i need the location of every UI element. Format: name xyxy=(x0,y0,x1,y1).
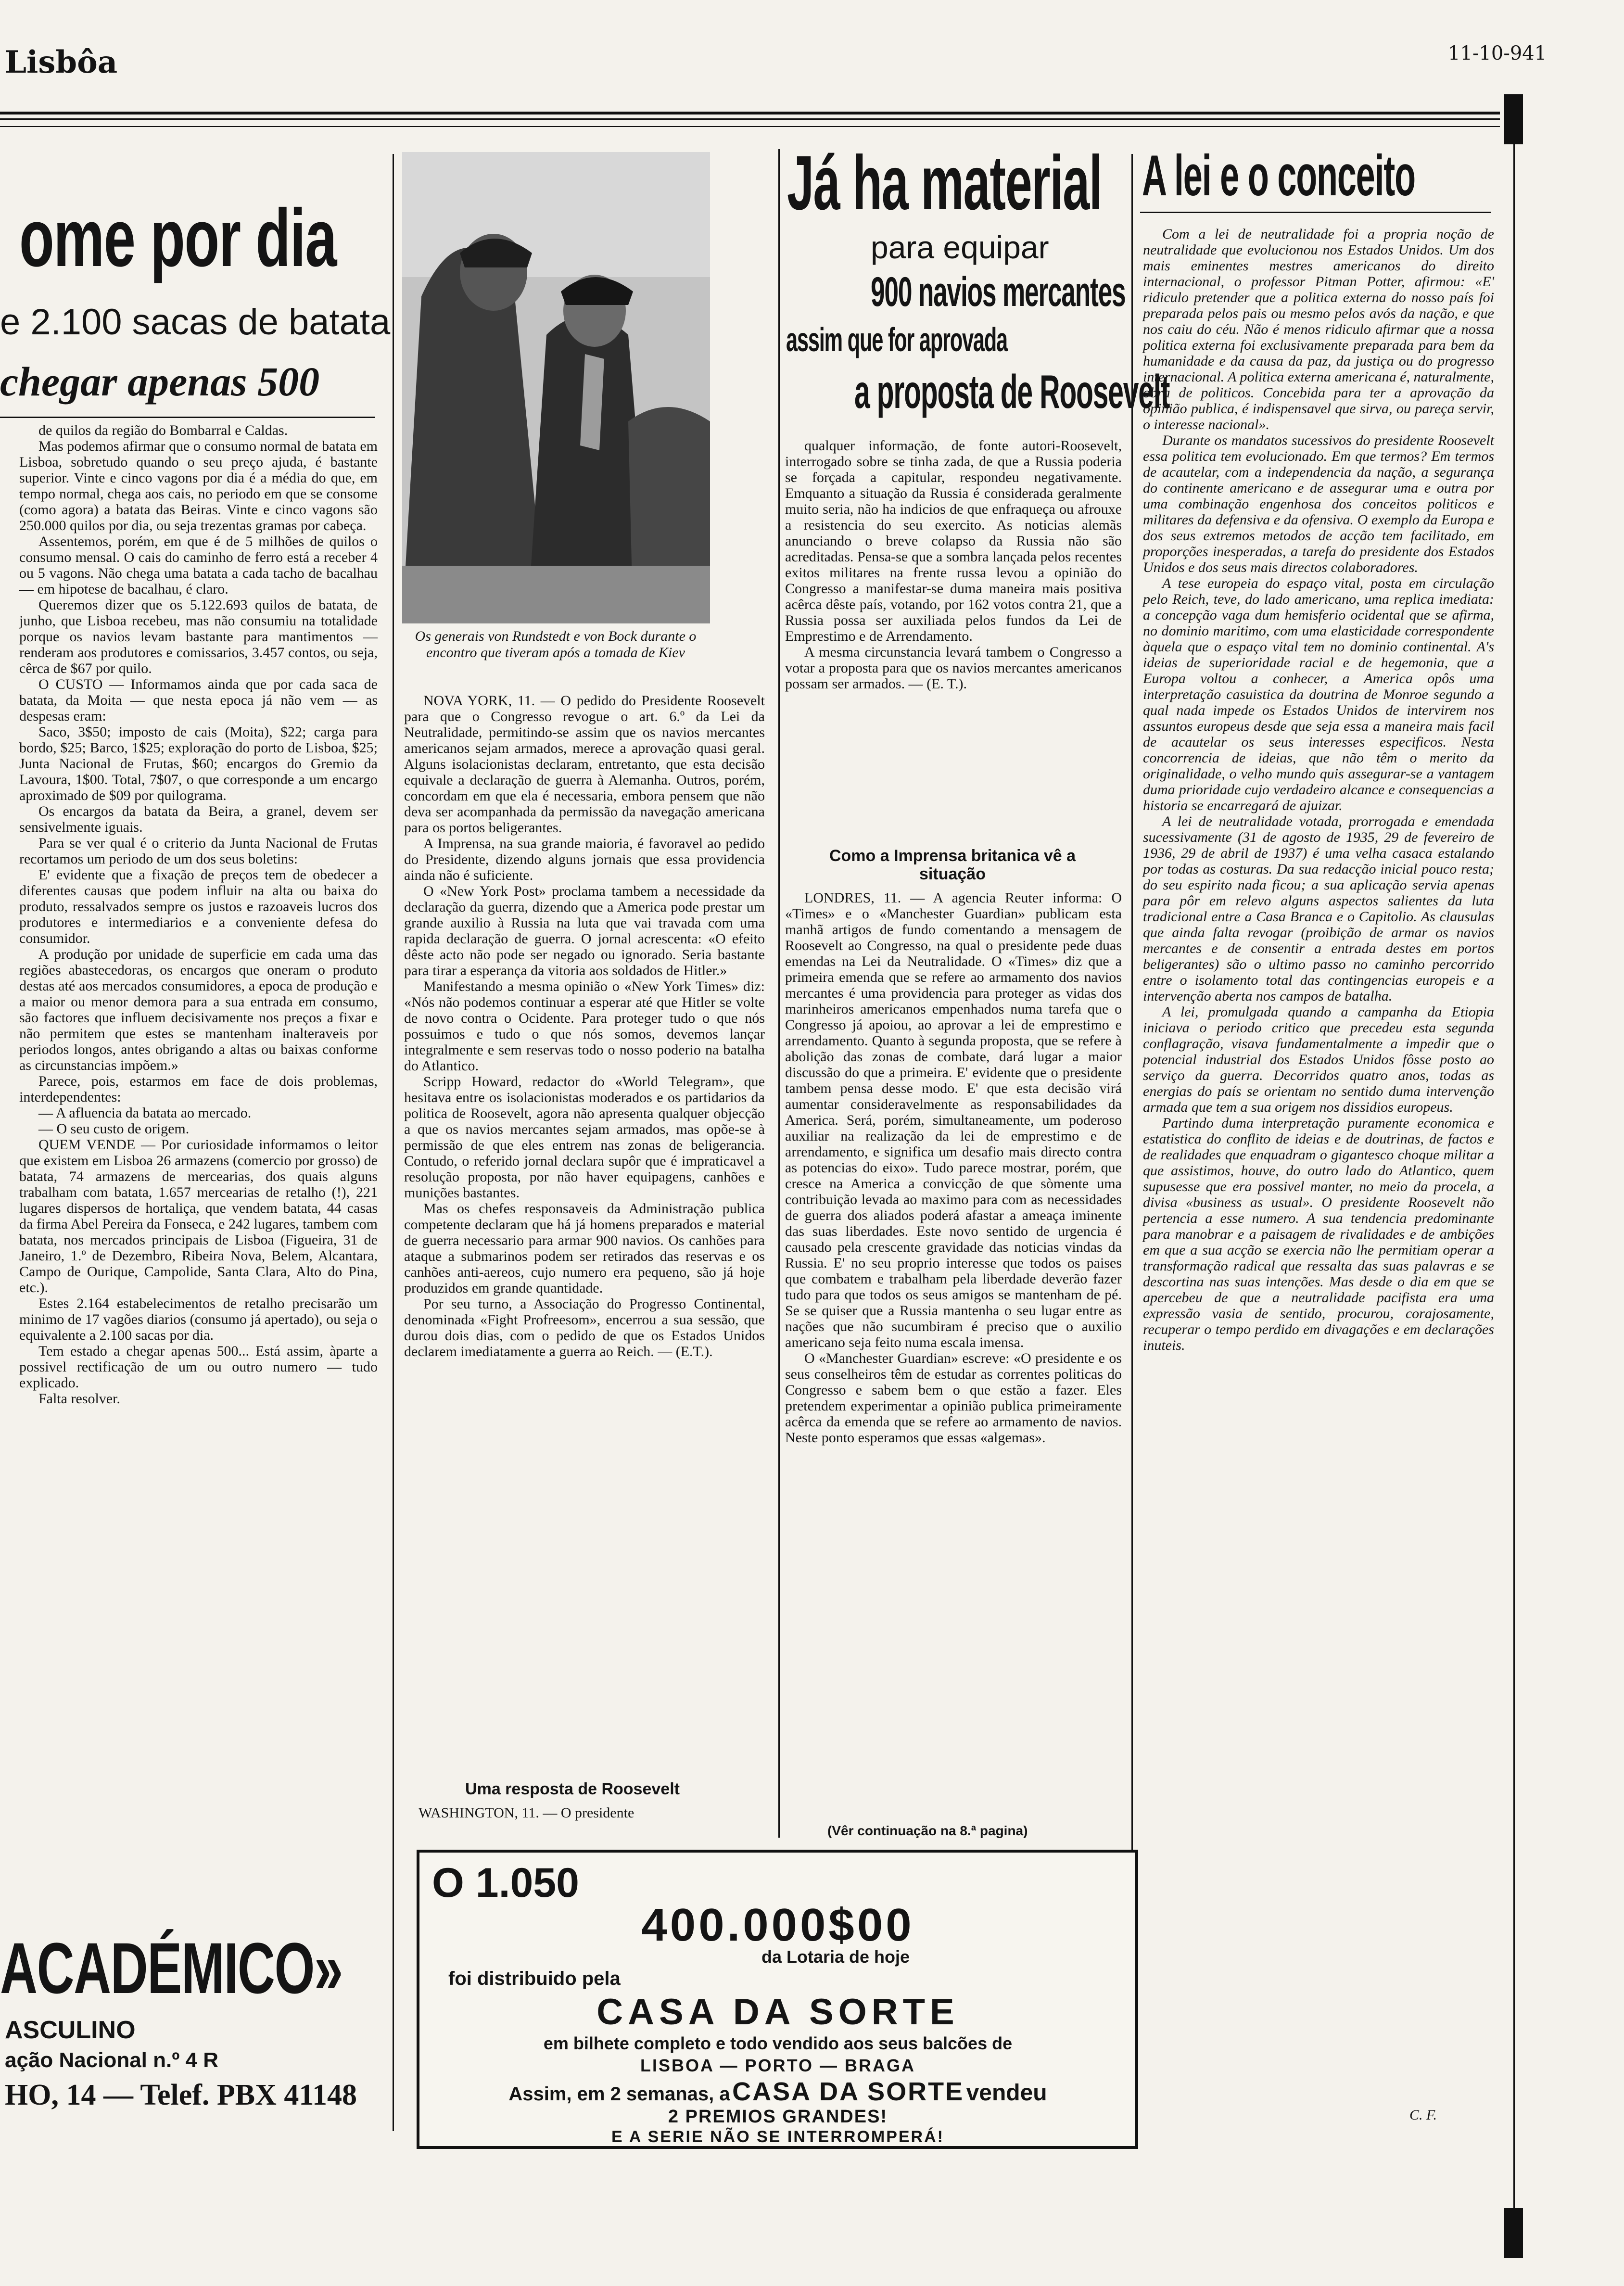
header-rule-thin-2 xyxy=(0,126,1500,127)
right-edge-line xyxy=(1513,144,1515,2208)
middle-paragraph: O «New York Post» proclama tambem a necessidade da declaração da guerra, dizendo que a America pode prestar um grande auxilio à Russia na luta que vai travada com uma rapida declaração de guerra. O jornal acrescenta: «O efeito dêste acto não pode ser negado ou ignorado. Seria bastante para tirar a esperança da vitoria aos soldados de Hitler.» xyxy=(404,883,765,978)
ad-amount: 400.000$00 xyxy=(641,1899,914,1951)
right-paragraph: Partindo duma interpretação puramente economica e estatistica do conflito de ideias e de doutrinas, de factos e de realidades que enquadram o gigantesco choque militar a que assistimos, houve, do outro lado do Atlantico, quem supusesse que era possivel manter, no meio da procela, a divisa «business as usual». O presidente Roosevelt não pertencia a esse numero. A sua tendencia predominante para manobrar e a paisagem de rivalidades e de ambições em que a sua acção se exercia não lhe permitiam operar a transformação radical que ressalta das suas palavras e se descortina nas suas intenções. Mas desde o dia em que se apercebeu de que a neutralidade pacifista era uma expressão vasia de sentido, procurou, corajosamente, recuperar o tempo perdido em divagações e em declarações inuteis. xyxy=(1143,1115,1494,1353)
ad-casa: CASA DA SORTE xyxy=(596,1992,959,2032)
right-headline: A lei e o conceito xyxy=(1142,143,1415,208)
middle-paragraph: A Imprensa, na sua grande maioria, é favoravel ao pedido do Presidente, dizendo alguns jornais que essa providencia ainda não é suficiente. xyxy=(404,836,765,883)
middle-article-col-b2 xyxy=(785,890,1122,1814)
middle-paragraph: LONDRES, 11. — A agencia Reuter informa: O «Times» e o «Manchester Guardian» publicam esta manhã artigos de fundo comentando a mensagem de Roosevelt ao Congresso, na qual o presidente pede duas emendas na Lei da Neutralidade. O «Times» diz que a primeira emenda que se refere ao armamento dos navios mercantes é uma providencia para proteger as vidas dos marinheiros americanos empenhados numa tarefa que o Congresso já apoiou, ao aprovar a lei de emprestimo e arrendamento. Quanto à segunda proposta, que se refere à abolição das zonas de combate, dará lugar a maior discussão do que a primeira. E' evidente que o presidente tambem pensa desse modo. E' que esta decisão virá aumentar consideravelmente as responsabilidades da America. Será, porém, simultaneamente, um poderoso auxiliar na realização da lei de emprestimo e de arrendamento, e significa um desafio mais directo contra as potencias do eixo». Tudo parece mostrar, porém, que cresce na America a convicção de que sòmente uma contribuição levada ao maximo para com as necessidades de guerra dos aliados poderá afastar a ameaça iminente das suas liberdades. Este novo sentido de urgencia é causado pela crescente gravidade das noticias vindas da Russia. E' no seu proprio interesse que todos os paises que combatem e trabalham pela liberdade deverão fazer tudo para que todos os seus amigos se mantenham de pé. Se se quiser que a Russia mantenha o seu lugar entre as nações que não sucumbiram é preciso que o auxilio americano seja feito numa escala imensa. xyxy=(785,890,1122,1350)
generals-photo xyxy=(402,152,710,623)
ad-bilhete: em bilhete completo e todo vendido aos seus balcões de xyxy=(543,2033,1013,2053)
middle-paragraph: Manifestando a mesma opinião o «New York Times» diz: «Nós não podemos continuar a esperar até que Hitler se volte de novo contra o Ocidente. Para proteger tudo o que nós possuimos e tudo o que nós somos, devemos lançar integralmente e sem reservas todo o nosso poderio na batalha do Atlantico. xyxy=(404,978,765,1074)
divider-1 xyxy=(393,154,394,2131)
right-edge-bar-top xyxy=(1504,94,1523,144)
roosevelt-subhead: Uma resposta de Roosevelt xyxy=(465,1780,680,1798)
right-paragraph: Com a lei de neutralidade foi a propria noção de neutralidade que evolucionou nos Estados Unidos. Um dos mais eminentes mestres americanos do direito internacional, o professor Pitman Potter, afirmou: «E' ridiculo pretender que a politica externa do nosso país foi preparada pelos pais ou mesmo pelos avós da nação, e que nos caiu do céu. Não é menos ridiculo afirmar que a nossa politica externa foi exclusivamente preparada para bem da humanidade e da causa da paz, da justiça ou do progresso internacional. A politica externa americana é, naturalmente, obra de politicos. Concebida para ter a aprovação da opinião publica, é indispensavel que sirva, ou pareça servir, o interesse nacional». xyxy=(1143,226,1494,432)
left-paragraph: Queremos dizer que os 5.122.693 quilos de batata, de junho, que Lisboa recebeu, mas não consumiu na totalidade porque os navios levam bastante para mantimentos — renderam aos produtores e comissarios, 3.457 contos, ou seja, cêrca de $67 por quilo. xyxy=(19,597,378,676)
ad-cities: LISBOA — PORTO — BRAGA xyxy=(640,2056,916,2075)
middle-paragraph: qualquer informação, de fonte autori-Roosevelt, interrogado sobre se tinha zada, de que a Russia poderia se forçada a capitular, respondeu negativamente. Emquanto a situação da Russia é considerada geralmente muito seria, não ha indicios de que enfraqueça ou afrouxe a resistencia do seu exercito. As noticias alemãs anunciando o breve colapso da Russia não são acreditadas. Pensa-se que a sombra lançada pelos recentes exitos militares na frente russa levou a opinião do Congresso a manifestar-se duma maneira mais positiva acêrca dêste país, votando, por 162 votos contra 21, que a Russia possa ser auxiliada pelos fundos da Lei de Emprestimo e de Arrendamento. xyxy=(785,438,1122,644)
ad-number: O 1.050 xyxy=(432,1860,579,1906)
left-paragraph: de quilos da região do Bombarral e Caldas. xyxy=(38,422,288,438)
middle-paragraph: O «Manchester Guardian» escreve: «O presidente e os seus conselheiros têm de estudar as correntes politicas do Congresso e sabem bem o que estão a fazer. Eles pretendem experimentar a opinião publica primeiramente acêrca da emenda que se refere ao armamento de navios. Neste ponto esperamos que essas «algemas». xyxy=(785,1350,1122,1446)
lottery-ad xyxy=(417,1850,1138,2149)
middle-deck-2: 900 navios mercantes xyxy=(871,269,1126,315)
middle-headline: Já ha material xyxy=(787,140,1102,226)
middle-deck-1: para equipar xyxy=(871,229,1049,265)
right-paragraph: A lei de neutralidade votada, prorrogada e emendada sucessivamente (31 de agosto de 1935, 29 de fevereiro de 1936, 29 de abril de 1937) é uma velha casaca estalando por todas as costuras. Da sua redacção inicial pouco resta; do seu espirito nada ficou; a sua aplicação servia apenas para pôr em relevo alguns aspectos salientes da luta tradicional entre a Casa Branca e o Capitolio. As clausulas que ainda falta revogar (proibição de armar os navios mercantes e de consentir a entrada destes em portos beligerantes) são o ultimo passo no caminho percorrido entre o isolamento total das contingencias europeis e a intervenção aberta nos campos de batalha. xyxy=(1143,813,1494,1004)
middle-paragraph: Mas os chefes responsaveis da Administração publica competente declaram que há já homens preparados e material de guerra necessario para armar 900 navios. Os canhões para ataque a submarinos podem ser retirados das reservas e os canhões anti-aereos, cujo numero era pequeno, são já hoje produzidos em grande quantidade. xyxy=(404,1201,765,1296)
masthead-date: 11-10-941 xyxy=(1448,42,1547,64)
ad-assim: Assim, em 2 semanas, a xyxy=(508,2083,730,2105)
left-deck-rule xyxy=(0,417,375,418)
generals-photo-art xyxy=(402,152,710,623)
left-paragraph: QUEM VENDE — Por curiosidade informamos o leitor que existem em Lisboa 26 armazens (comercio por grosso) de batata, 74 armazens de mercearias, dos quais alguns trabalham com batata, 1.657 mercearias de retalho (!), 221 lugares dispersos de hortaliça, que vendem batata, 44 casas da firma Abel Pereira da Fonseca, e 242 lugares, tambem com batata, nos mercados principais de Lisboa (Figueira, 31 de Janeiro, 1.º de Dezembro, Ribeira Nova, Belem, Alcantara, Campo de Ourique, Campolide, Santa Clara, Alto do Pina, etc.). xyxy=(19,1137,378,1295)
divider-3 xyxy=(1131,154,1133,2107)
right-edge-bar-bottom xyxy=(1504,2208,1523,2258)
left-ad-line3: HO, 14 — Telef. PBX 41148 xyxy=(5,2079,357,2111)
left-paragraph: A produção por unidade de superficie em cada uma das regiões abastecedoras, os encargos que oneram o produto destas até aos mercados consumidores, a epoca de produção e a maior ou menor demora para a sua entrada em consumo, são factores que influem decisivamente nos preços a fixar e não permitem que estes se mantenham inalteraveis por periodos longos, antes obrigando a altas ou baixas conforme as circunstancias impõem.» xyxy=(19,946,378,1073)
left-headline: ome por dia xyxy=(19,192,337,284)
ad-premios: 2 PREMIOS GRANDES! xyxy=(668,2107,888,2127)
left-deck: chegar apenas 500 xyxy=(0,358,320,405)
roosevelt-dateline: WASHINGTON, 11. — O presidente xyxy=(419,1805,634,1821)
left-ad-line1: ASCULINO xyxy=(5,2016,136,2044)
left-paragraph: Tem estado a chegar apenas 500... Está assim, àparte a possivel rectificação de um ou outro numero — tudo explicado. xyxy=(19,1343,378,1391)
left-paragraph: Parece, pois, estarmos em face de dois problemas, interdependentes: xyxy=(19,1073,378,1105)
left-ad-name: ACADÉMICO» xyxy=(0,1928,343,2008)
left-article-body xyxy=(19,422,378,1981)
britanica-subhead: Como a Imprensa britanica vê a situação xyxy=(829,847,1076,883)
ad-assim-row xyxy=(419,2077,1136,2107)
right-paragraph: Durante os mandatos sucessivos do presidente Roosevelt essa politica tem evolucionado. Em que termos? Em termos de acautelar, com a independencia da nação, a segurança do continente americano e de assegurar uma e outra por uma combinação engenhosa dos conceitos politicos e militares da defensiva e da ofensiva. O exemplo da Europa e dos seus extremos metodos de acção tem facilitado, em proporções inesperadas, a tarefa do presidente dos Estados Unidos e dos seus mais directos colaboradores. xyxy=(1143,432,1494,575)
right-paragraph: A lei, promulgada quando a campanha da Etiopia iniciava o periodo critico que precedeu esta segunda conflagração, visava fundamentalmente a impedir que o potencial industrial dos Estados Unidos fôsse posto ao serviço da guerra. Decorridos quatro anos, todas as energias do país se orientam no sentido duma intervenção armada que tem a sua origem nos dissidios europeus. xyxy=(1143,1004,1494,1115)
continuation-note: (Vêr continuação na 8.ª pagina) xyxy=(827,1823,1028,1838)
ad-casa-2: CASA DA SORTE xyxy=(732,2077,964,2106)
left-headline-box xyxy=(0,192,379,284)
left-paragraph: O CUSTO — Informamos ainda que por cada saca de batata, da Moita — que nesta epoca já não vem — as despesas eram: xyxy=(19,676,378,724)
left-paragraph: Assentemos, porém, em que é de 5 milhões de quilos o consumo mensal. O cais do caminho de ferro está a receber 4 ou 5 vagons. Não chega uma batata a cada tacho de bacalhau — em hipotese de bacalhau, é claro. xyxy=(19,533,378,597)
header-rule-thin xyxy=(0,118,1500,120)
left-paragraph: E' evidente que a fixação de preços tem de obedecer a diferentes causas que podem influir na alta ou baixa do produto, ressalvados sempre os justos e razoaveis lucros dos produtores e intermediarios e a conveniente defesa do consumidor. xyxy=(19,867,378,946)
header-rule-thick xyxy=(0,112,1500,114)
middle-paragraph: Scripp Howard, redactor do «World Telegram», que hesitava entre os isolacionistas moderados e os partidarios da politica de Roosevelt, agora não apresenta qualquer objecção a que os navios mercantes sejam armados, mas opõe-se à permissão de que eles entrem nas zonas de beligerancia. Contudo, o referido jornal declara supôr que é impraticavel a resolução proposta, por não haver equipagens, canhões e munições bastantes. xyxy=(404,1074,765,1201)
right-headline-rule xyxy=(1140,212,1491,213)
left-ad-line2: ação Nacional n.º 4 R xyxy=(5,2048,218,2072)
left-paragraph: — O seu custo de origem. xyxy=(38,1121,190,1137)
middle-deck-4: a proposta de Roosevelt xyxy=(854,365,1170,418)
right-article-body xyxy=(1143,226,1494,2107)
right-signature: C. F. xyxy=(1409,2107,1437,2123)
right-paragraph: A tese europeia do espaço vital, posta em circulação pelo Reich, teve, do lado americano, uma replica imediata: a concepção vaga dum hemisferio ocidental que se afirma, no dominio maritimo, com uma elasticidade correspondente àquela que o espaço vital tem no dominio continental. A's ideias de superioridade racial e de hegemonia, que a Europa voltou a conhecer, a America opôs uma interpretação casuistica da doutrina de Monroe segundo a qual nada impede os Estados Unidos de intervirem nos assuntos europeus desde que seja essa a maneira mais facil de acautelar os seus interesses especificos. Nesta concorrencia de ideias, que não têm o merito da originalidade, o velho mundo quis assegurar-se a vantagem duma prioridade cujo verdadeiro alcance e consequencias a historia se encarregará de ajuizar. xyxy=(1143,575,1494,813)
middle-paragraph: A mesma circunstancia levará tambem o Congresso a votar a proposta para que os navios mercantes americanos possam ser armados. — (E. T.). xyxy=(785,644,1122,692)
left-subtitle: e 2.100 sacas de batata xyxy=(0,302,391,343)
middle-headline-box xyxy=(784,140,1170,433)
ad-vendeu: vendeu xyxy=(966,2080,1047,2106)
left-paragraph: Os encargos da batata da Beira, a granel, devem ser sensivelmente iguais. xyxy=(19,803,378,835)
ad-serie: E A SERIE NÃO SE INTERROMPERÁ! xyxy=(611,2128,944,2146)
left-paragraph: Saco, 3$50; imposto de cais (Moita), $22; carga para bordo, $25; Barco, 1$25; exploração do porto de Lisboa, $25; Junta Nacional de Frutas, $60; encargos do Gremio da Lavoura, 1$00. Total, 7$07, o que corresponde a um encargo aproximado de $09 por quilograma. xyxy=(19,724,378,803)
ad-distributed: foi distribuido pela xyxy=(448,1968,621,1989)
right-headline-box xyxy=(1138,144,1494,216)
middle-article-col-a xyxy=(404,693,765,1751)
middle-paragraph: NOVA YORK, 11. — O pedido do Presidente Roosevelt para que o Congresso revogue o art. 6.º da Lei da Neutralidade, permitindo-se assim que os navios mercantes americanos sejam armados, merece a aprovação quasi geral. Alguns isolacionistas declaram, entretanto, que esta decisão equivale a declaração de guerra à Alemanha. Outros, porém, concordam em que ela é necessaria, embora pensem que não deva ser acompanhada da permissão da navegação americana para os portos beligerantes. xyxy=(404,693,765,836)
masthead-city: Lisbôa xyxy=(5,44,118,80)
middle-deck-3: assim que for aprovada xyxy=(786,321,1007,358)
middle-article-col-b xyxy=(785,438,1122,837)
left-ad-block xyxy=(0,1924,385,2126)
divider-2 xyxy=(778,149,780,1838)
left-paragraph: — A afluencia da batata ao mercado. xyxy=(38,1105,252,1121)
left-paragraph: Estes 2.164 estabelecimentos de retalho precisarão um minimo de 17 vagões diarios (consumo já apertado), ou seja o equivalente a 2.100 sacas por dia. xyxy=(19,1295,378,1343)
middle-paragraph: Por seu turno, a Associação do Progresso Continental, denominada «Fight Profreesom», encerrou a sua sessão, que durou dois dias, com o pedido de que os Estados Unidos declarem imediatamente a guerra ao Reich. — (E.T.). xyxy=(404,1296,765,1359)
photo-caption: Os generais von Rundstedt e von Bock durante o encontro que tiveram após a tomada de Kiev xyxy=(415,628,697,660)
left-paragraph: Para se ver qual é o criterio da Junta Nacional de Frutas recortamos um periodo de um dos seus boletins: xyxy=(19,835,378,867)
left-paragraph: Falta resolver. xyxy=(38,1391,120,1407)
left-paragraph: Mas podemos afirmar que o consumo normal de batata em Lisboa, sobretudo quando o seu preço ajuda, é bastante superior. Vinte e cinco vagons por dia é a média do que, em tempo normal, chega aos cais, no periodo em que se consome (como agora) a batata das Beiras. Vinte e cinco vagons são 250.000 quilos por dia, ou seja trezentas gramas por cabeça. xyxy=(19,438,378,533)
ad-lottery: da Lotaria de hoje xyxy=(761,1947,910,1967)
